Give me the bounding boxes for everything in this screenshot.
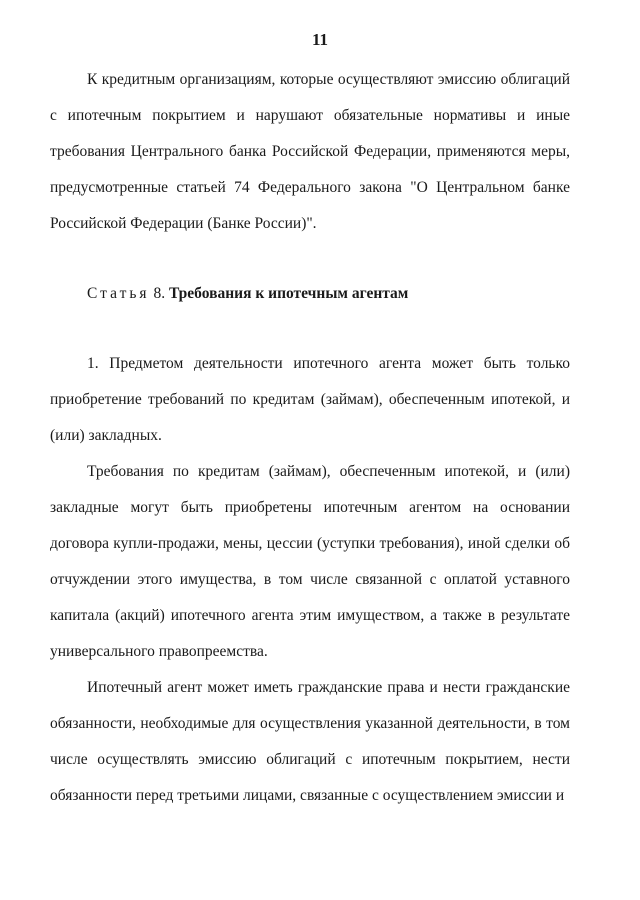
paragraph-credit-organizations: К кредитным организациям, которые осуществляют эмиссию облигаций с ипотечным покрытием и нарушают обязательные нормативы и иные требования Центрального банка Российской Федерации, применяются меры, предусмотренные статьей 74 Федерального закона "О Центральном банке Российской Федерации (Банке России)".	[50, 71, 570, 232]
paragraph-civil-rights: Ипотечный агент может иметь гражданские права и нести гражданские обязанности, необходимые для осуществления указанной деятельности, в том числе осуществлять эмиссию облигаций с ипотечным покрытием, нести обязанности перед третьими лицами, связанные с осуществлением эмиссии и	[50, 679, 570, 804]
article-title: Требования к ипотечным агентам	[168, 285, 409, 302]
paragraph-acquisition-of-claims: Требования по кредитам (займам), обеспеченным ипотекой, и (или) закладные могут быть приобретены ипотечным агентом на основании договора купли-продажи, мены, цессии (уступки требования), иной сделки об отчуждении этого имущества, в том числе связанной с оплатой уставного капитала (акций) ипотечного агента этим имуществом, а также в результате универсального правопреемства.	[50, 463, 570, 660]
paragraph-block-intro	[50, 62, 570, 242]
article-heading-block	[50, 276, 570, 312]
article-body	[50, 346, 570, 814]
article-heading	[50, 276, 570, 312]
paragraph-subject-of-activity: 1. Предметом деятельности ипотечного агента может быть только приобретение требований по кредитам (займам), обеспеченным ипотекой, и (или) закладных.	[50, 355, 570, 444]
article-number: 8.	[153, 285, 166, 302]
page-number: 11	[311, 30, 329, 49]
article-label: Статья	[87, 285, 150, 302]
